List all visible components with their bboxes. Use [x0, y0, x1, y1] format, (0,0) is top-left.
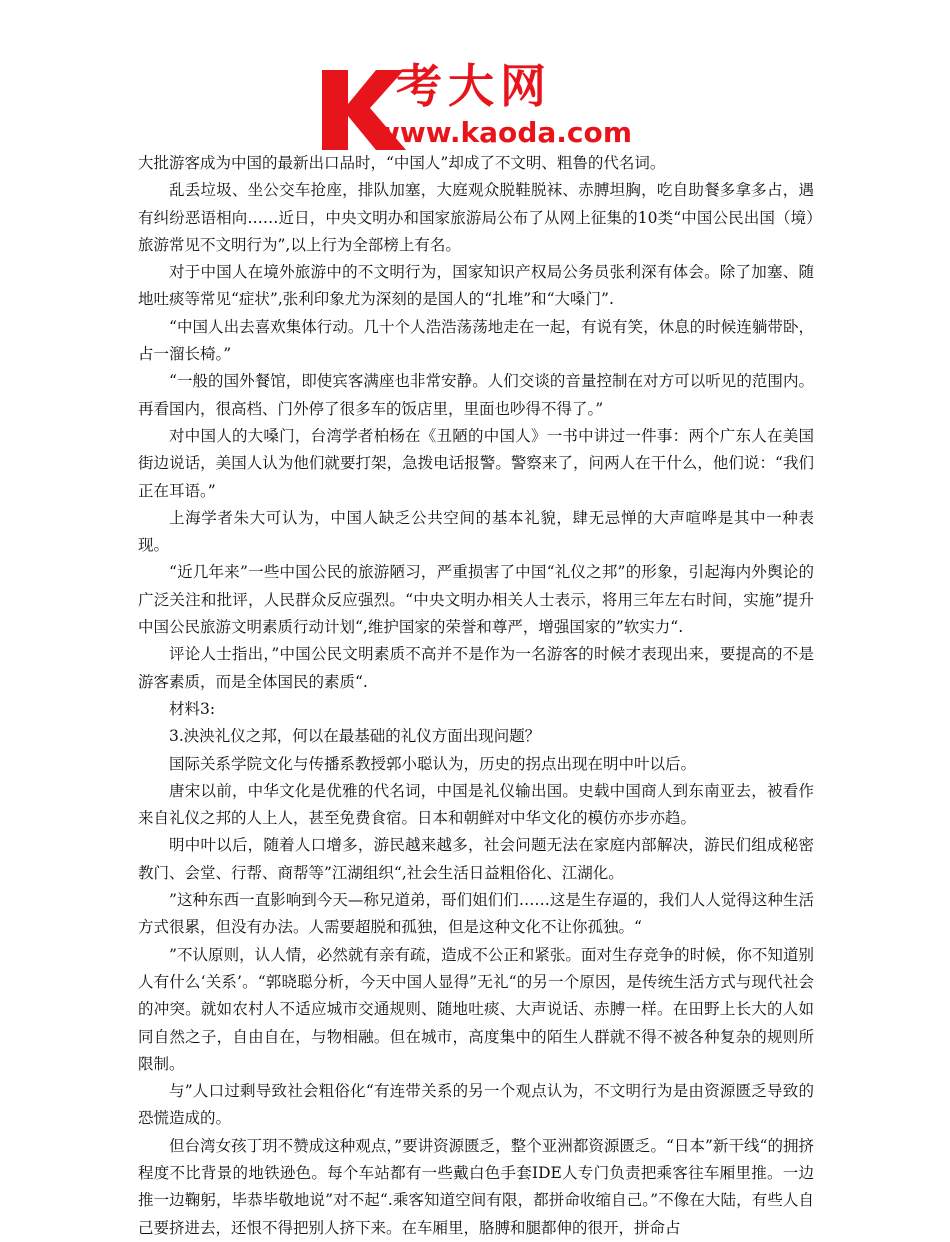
- paragraph: 唐宋以前，中华文化是优雅的代名词，中国是礼仪输出国。史载中国商人到东南亚去，被看作来自礼仪之邦的人上人，甚至免费食宿。日本和朝鲜对中华文化的模仿亦步亦趋。: [138, 781, 814, 828]
- paragraph: 上海学者朱大可认为，中国人缺乏公共空间的基本礼貌，肆无忌惮的大声喧哗是其中一种表现。: [138, 508, 814, 555]
- paragraph: “一般的国外餐馆，即使宾客满座也非常安静。人们交谈的音量控制在对方可以听见的范围内。再看国内，很高档、门外停了很多车的饭店里，里面也吵得不得了。”: [138, 372, 814, 418]
- logo-cn-text: 考大网: [396, 59, 546, 113]
- paragraph: ”不认原则，认人情，必然就有亲有疏，造成不公正和紧张。面对生存竞争的时候，你不知道别人有什么‘关系’。“郭晓聪分析，今天中国人显得”无礼“的另一个原因，是传统生活方式与现代社会的冲突。就如农村人不适应城市交通规则、随地吐痰、大声说话、赤膊一样。在田野上长大的人如同自然之子，自由自在，与物相融。但在城市，高度集中的陌生人群就不得不被各种复杂的规则所限制。: [138, 945, 814, 1073]
- paragraph: 对于中国人在境外旅游中的不文明行为，国家知识产权局公务员张利深有体会。除了加塞、随地吐痰等常见“症状”,张利印象尤为深刻的是国人的“扎堆”和“大嗓门”.: [138, 263, 814, 309]
- kaoda-logo: [318, 58, 638, 150]
- paragraph: ”这种东西一直影响到今天—称兄道弟，哥们姐们们……这是生存逼的，我们人人觉得这种生活方式很累，但没有办法。人需要超脱和孤独，但是这种文化不让你孤独。“: [138, 891, 814, 937]
- paragraph: 乱丢垃圾、坐公交车抢座，排队加塞，大庭观众脱鞋脱袜、赤膊坦胸，吃自助餐多拿多占，遇有纠纷恶语相向……近日，中央文明办和国家旅游局公布了从网上征集的10类“中国公民出国（境）旅游常见不文明行为”,以上行为全部榜上有名。: [138, 181, 814, 254]
- section-label: 材料3:: [169, 699, 216, 718]
- paragraph: 与”人口过剩导致社会粗俗化“有连带关系的另一个观点认为，不文明行为是由资源匮乏导致的恐慌造成的。: [138, 1082, 814, 1128]
- paragraph: “中国人出去喜欢集体行动。几十个人浩浩荡荡地走在一起，有说有笑，休息的时候连躺带卧，占一溜长椅。”: [138, 317, 814, 364]
- paragraph: 明中叶以后，随着人口增多，游民越来越多，社会问题无法在家庭内部解决，游民们组成秘密教门、会堂、行帮、商帮等”江湖组织“,社会生活日益粗俗化、江湖化。: [138, 836, 814, 882]
- paragraph: 大批游客成为中国的最新出口品时，“中国人”却成了不文明、粗鲁的代名词。: [138, 154, 666, 172]
- paragraph: 国际关系学院文化与传播系教授郭小聪认为，历史的拐点出现在明中叶以后。: [169, 754, 697, 773]
- paragraph: 评论人士指出，”中国公民文明素质不高并不是作为一名游客的时候才表现出来，要提高的不是游客素质，而是全体国民的素质“.: [138, 645, 814, 691]
- logo-url-text: www.kaoda.com: [374, 116, 632, 149]
- paragraph: 但台湾女孩丁玥不赞成这种观点，”要讲资源匮乏，整个亚洲都资源匮乏。“日本”新干线“的拥挤程度不比背景的地铁逊色。每个车站都有一些戴白色手套IDE人专门负责把乘客往车厢里推。一边推一边鞠躬，毕恭毕敬地说”对不起“.乘客知道空间有限，都拼命收缩自己。”不像在大陆，有些人自己要挤进去，还恨不得把别人挤下来。在车厢里，胳膊和腿都伸的很开，拼命占: [138, 1136, 814, 1237]
- kaoda-logo-graphic: [318, 58, 638, 150]
- question-heading: 3.泱泱礼仪之邦，何以在最基础的礼仪方面出现问题？: [169, 727, 541, 746]
- paragraph: “近几年来”一些中国公民的旅游陋习，严重损害了中国“礼仪之邦”的形象，引起海内外舆论的广泛关注和批评，人民群众反应强烈。“中央文明办相关人士表示，将用三年左右时间，实施”提升中国公民旅游文明素质行动计划“,维护国家的荣誉和尊严，增强国家的”软实力“.: [138, 563, 814, 637]
- article-body: [138, 150, 814, 1242]
- paragraph: 对中国人的大嗓门，台湾学者柏杨在《丑陋的中国人》一书中讲过一件事：两个广东人在美国街边说话，美国人认为他们就要打架，急拨电话报警。警察来了，问两人在干什么，他们说：“我们正在耳语。”: [138, 426, 814, 500]
